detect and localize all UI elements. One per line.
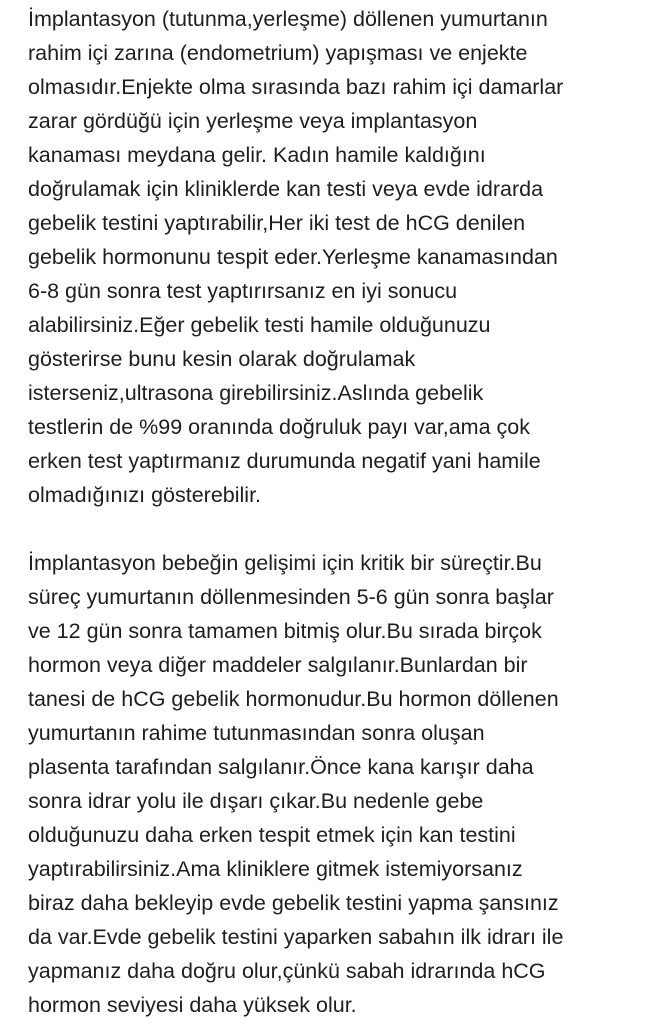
- text-line: İmplantasyon (tutunma,yerleşme) döllenen yumurtanın: [28, 7, 548, 31]
- text-line: gösterirse bunu kesin olarak doğrulamak: [28, 347, 416, 371]
- text-line: doğrulamak için kliniklerde kan testi veya evde idrarda: [28, 177, 544, 201]
- text-line: İmplantasyon bebeğin gelişimi için kritik bir süreçtir.Bu: [28, 551, 542, 575]
- text-line: hormon seviyesi daha yüksek olur.: [28, 993, 357, 1017]
- text-line: testlerin de %99 oranında doğruluk payı var,ama çok: [28, 415, 530, 439]
- text-line: tanesi de hCG gebelik hormonudur.Bu hormon döllenen: [28, 687, 559, 711]
- paragraph-implantation-process: [28, 546, 658, 1022]
- text-line: sonra idrar yolu ile dışarı çıkar.Bu nedenle gebe: [28, 789, 484, 813]
- text-line: olduğunuzu daha erken tespit etmek için kan testini: [28, 823, 516, 847]
- text-line: olmadığınızı gösterebilir.: [28, 483, 262, 507]
- paragraph-implantation-definition: [28, 2, 658, 512]
- text-line: olmasıdır.Enjekte olma sırasında bazı rahim içi damarlar: [28, 75, 564, 99]
- text-line: süreç yumurtanın döllenmesinden 5-6 gün sonra başlar: [28, 585, 554, 609]
- text-line: zarar gördüğü için yerleşme veya implantasyon: [28, 109, 478, 133]
- text-line: isterseniz,ultrasona girebilirsiniz.Aslında gebelik: [28, 381, 484, 405]
- text-line: rahim içi zarına (endometrium) yapışması ve enjekte: [28, 41, 528, 65]
- text-line: yumurtanın rahime tutunmasından sonra oluşan: [28, 721, 485, 745]
- text-line: biraz daha bekleyip evde gebelik testini yapma şansınız: [28, 891, 559, 915]
- text-line: yaptırabilirsiniz.Ama kliniklere gitmek istemiyorsanız: [28, 857, 523, 881]
- text-line: yapmanız daha doğru olur,çünkü sabah idrarında hCG: [28, 959, 546, 983]
- article-body: [28, 2, 658, 1022]
- text-line: gebelik testini yaptırabilir,Her iki test de hCG denilen: [28, 211, 526, 235]
- text-line: ve 12 gün sonra tamamen bitmiş olur.Bu sırada birçok: [28, 619, 542, 643]
- text-line: erken test yaptırmanız durumunda negatif yani hamile: [28, 449, 541, 473]
- text-line: plasenta tarafından salgılanır.Önce kana karışır daha: [28, 755, 534, 779]
- text-line: kanaması meydana gelir. Kadın hamile kaldığını: [28, 143, 486, 167]
- text-line: gebelik hormonunu tespit eder.Yerleşme kanamasından: [28, 245, 558, 269]
- text-line: alabilirsiniz.Eğer gebelik testi hamile olduğunuzu: [28, 313, 491, 337]
- text-line: da var.Evde gebelik testini yaparken sabahın ilk idrarı ile: [28, 925, 564, 949]
- paragraph-spacer: [28, 512, 658, 546]
- text-line: hormon veya diğer maddeler salgılanır.Bunlardan bir: [28, 653, 528, 677]
- text-line: 6-8 gün sonra test yaptırırsanız en iyi sonucu: [28, 279, 458, 303]
